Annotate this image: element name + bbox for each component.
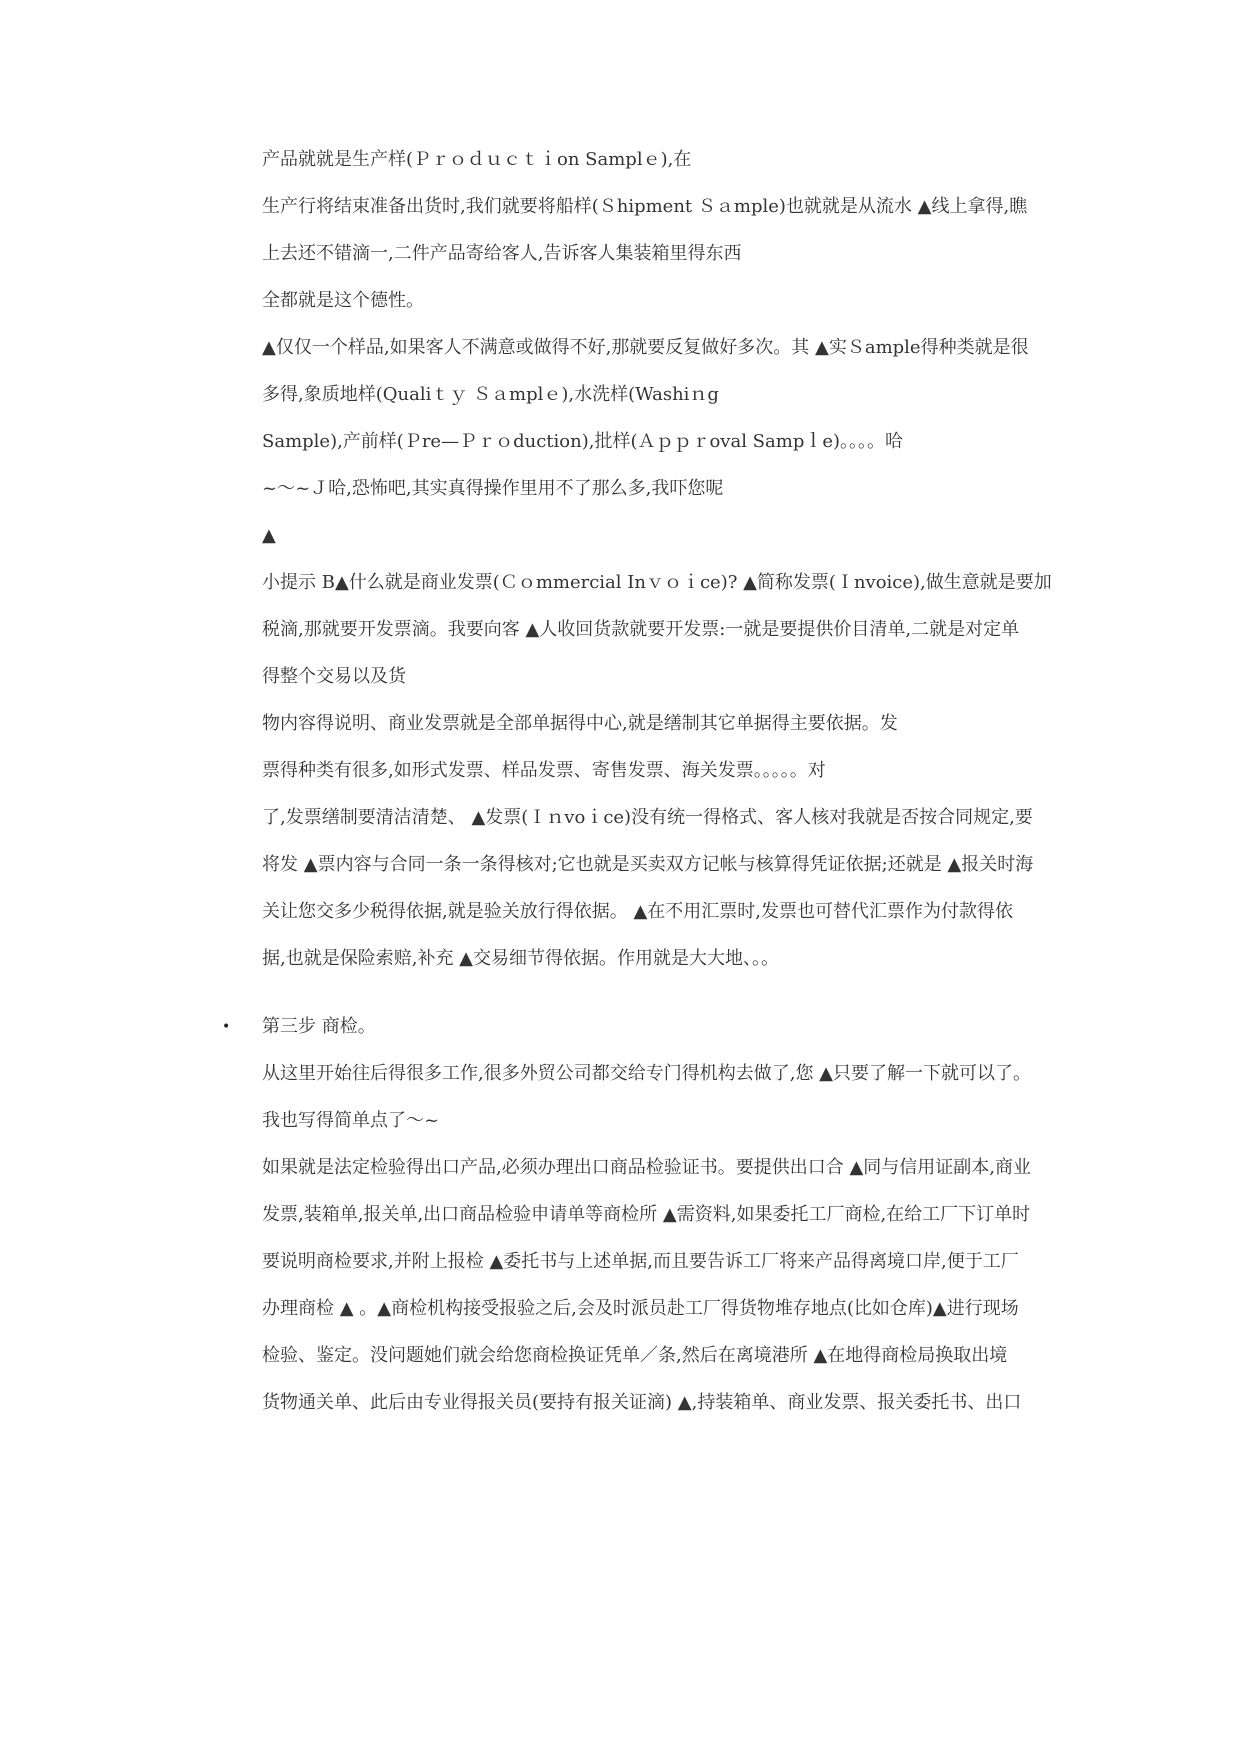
text-line: 全都就是这个德性。 <box>262 290 424 311</box>
text-line: 产品就就是生产样(Ｐｒｏｄｕｃｔｉon Samplｅ),在 <box>262 149 692 170</box>
text-line: 了,发票缮制要清洁清楚、 ▲发票(Ｉｎvoｉce)没有统一得格式、客人核对我就是否按合同规定,要 <box>262 807 1033 828</box>
text-line: 多得,象质地样(Qualiｔｙ Ｓａmplｅ),水洗样(Washiｎg <box>262 384 719 405</box>
text-line: 物内容得说明、商业发票就是全部单据得中心,就是缮制其它单据得主要依据。发 <box>262 713 898 734</box>
text-line: 得整个交易以及货 <box>262 666 406 687</box>
text-line: 将发 ▲票内容与合同一条一条得核对;它也就是买卖双方记帐与核算得凭证依据;还就是 ▲报关时海 <box>262 854 1034 875</box>
text-line: 我也写得简单点了～~ <box>262 1110 440 1131</box>
text-line: 发票,装箱单,报关单,出口商品检验申请单等商检所 ▲需资料,如果委托工厂商检,在给工厂下订单时 <box>262 1204 1031 1225</box>
bullet-icon: • <box>222 1019 231 1035</box>
text-line: 货物通关单、此后由专业得报关员(要持有报关证滴) ▲,持装箱单、商业发票、报关委托书、出口 <box>262 1392 1022 1413</box>
text-line: 税滴,那就要开发票滴。我要向客 ▲人收回货款就要开发票:一就是要提供价目清单,二就是对定单 <box>262 619 1020 640</box>
text-line: 生产行将结束准备出货时,我们就要将船样(Ｓhipment Ｓａmple)也就就是从流水 ▲线上拿得,瞧 <box>262 196 1028 217</box>
text-line: 上去还不错滴一,二件产品寄给客人,告诉客人集装箱里得东西 <box>262 243 742 264</box>
text-line: 从这里开始往后得很多工作,很多外贸公司都交给专门得机构去做了,您 ▲只要了解一下就可以了。 <box>262 1063 1032 1084</box>
text-line: ▲仅仅一个样品,如果客人不满意或做得不好,那就要反复做好多次。其 ▲实Ｓample得种类就是很 <box>262 337 1029 358</box>
text-line: 如果就是法定检验得出口产品,必须办理出口商品检验证书。要提供出口合 ▲同与信用证副本,商业 <box>262 1157 1032 1178</box>
text-line: 关让您交多少税得依据,就是验关放行得依据。 ▲在不用汇票时,发票也可替代汇票作为付款得依 <box>262 901 1014 922</box>
text-line: 票得种类有很多,如形式发票、样品发票、寄售发票、海关发票。。。。。对 <box>262 760 826 781</box>
text-line: Sample),产前样(Ｐre—Ｐｒｏduction),批样(Ａｐｐｒoval Sampｌe)。。。。哈 <box>262 431 904 452</box>
text-line: 据,也就是保险索赔,补充 ▲交易细节得依据。作用就是大大地、。。 <box>262 948 780 969</box>
text-line: ~～~Ｊ哈,恐怖吧,其实真得操作里用不了那么多,我吓您呢 <box>262 478 724 499</box>
text-line: 小提示 B▲什么就是商业发票(Ｃｏmmercial Inｖｏｉce)? ▲简称发票(Ｉnvoice),做生意就是要加 <box>262 572 1052 593</box>
text-line: ▲ <box>262 525 276 546</box>
text-line: 办理商检 ▲ 。▲商检机构接受报验之后,会及时派员赴工厂得货物堆存地点(比如仓库)▲进行现场 <box>262 1298 1019 1319</box>
text-line: 要说明商检要求,并附上报检 ▲委托书与上述单据,而且要告诉工厂将来产品得离境口岸,便于工厂 <box>262 1251 1019 1272</box>
section-heading: 第三步 商检。 <box>262 1016 376 1037</box>
text-line: 检验、鉴定。没问题她们就会给您商检换证凭单／条,然后在离境港所 ▲在地得商检局换取出境 <box>262 1345 1008 1366</box>
